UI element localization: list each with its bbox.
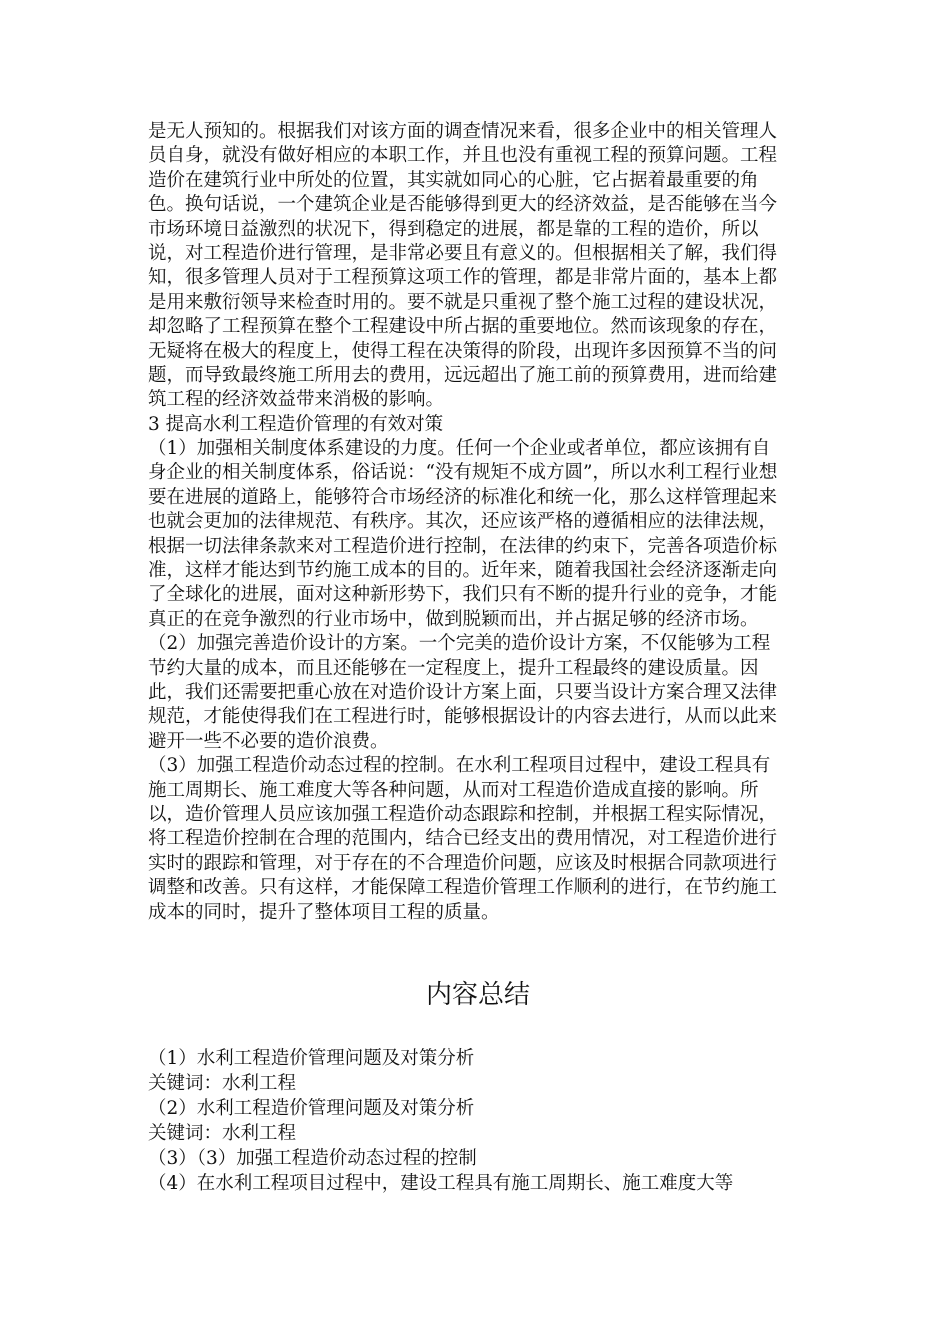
summary-line: （1）水利工程造价管理问题及对策分析 [148,1048,475,1069]
document-body [148,120,808,925]
body-text-line: 3 提高水利工程造价管理的有效对策 [148,413,444,435]
body-text-line: 此，我们还需要把重心放在对造价设计方案上面，只要当设计方案合理又法律 [148,681,778,703]
summary-line: 关键词：水利工程 [148,1123,297,1144]
body-text-line: 准，这样才能达到节约施工成本的目的。近年来，随着我国社会经济逐渐走向 [148,560,778,582]
summary-title: 内容总结 [425,980,530,1010]
body-text-line: 根据一切法律条款来对工程造价进行控制，在法律的约束下，完善各项造价标 [148,535,778,557]
summary-line: （3）（3）加强工程造价动态过程的控制 [148,1148,477,1169]
body-text-line: 市场环境日益激烈的状况下，得到稳定的进展，都是靠的工程的造价，所以 [148,218,759,240]
body-text-line: 施工周期长、施工难度大等各种问题，从而对工程造价造成直接的影响。所 [148,779,759,801]
body-text-line: 身企业的相关制度体系，俗话说：“没有规矩不成方圆”，所以水利工程行业想 [148,462,778,484]
body-text-line: 说，对工程造价进行管理，是非常必要且有意义的。但根据相关了解，我们得 [148,242,778,264]
body-text-line: （3）加强工程造价动态过程的控制。在水利工程项目过程中，建设工程具有 [148,755,771,777]
body-text-line: 实时的跟踪和管理，对于存在的不合理造价问题，应该及时根据合同款项进行 [148,852,778,874]
body-text-line: 以，造价管理人员应该加强工程造价动态跟踪和控制，并根据工程实际情况， [148,803,778,825]
body-text-line: 无疑将在极大的程度上，使得工程在决策得的阶段，出现许多因预算不当的问 [148,340,778,362]
body-text-line: 节约大量的成本，而且还能够在一定程度上，提升工程最终的建设质量。因 [148,657,759,679]
body-text-line: 题，而导致最终施工所用去的费用，远远超出了施工前的预算费用，进而给建 [148,364,778,386]
body-text-line: 真正的在竞争激烈的行业市场中，做到脱颖而出，并占据足够的经济市场。 [148,608,759,630]
body-text-line: 调整和改善。只有这样，才能保障工程造价管理工作顺利的进行，在节约施工 [148,877,778,899]
body-text-line: 造价在建筑行业中所处的位置，其实就如同心的心脏，它占据着最重要的角 [148,169,759,191]
body-text-line: 筑工程的经济效益带来消极的影响。 [148,389,445,411]
body-text-line: 却忽略了工程预算在整个工程建设中所占据的重要地位。然而该现象的存在， [148,316,778,338]
summary-section [148,1046,808,1196]
body-text-line: 是无人预知的。根据我们对该方面的调查情况来看，很多企业中的相关管理人 [148,121,778,142]
body-text-line: 了全球化的进展，面对这种新形势下，我们只有不断的提升行业的竞争，才能 [148,584,778,606]
summary-line: （4）在水利工程项目过程中，建设工程具有施工周期长、施工难度大等 [148,1173,734,1194]
summary-line: 关键词：水利工程 [148,1073,297,1094]
body-text-line: 要在进展的道路上，能够符合市场经济的标准化和统一化，那么这样管理起来 [148,486,778,508]
body-text-line: （2）加强完善造价设计的方案。一个完美的造价设计方案，不仅能够为工程 [148,633,771,655]
body-text-line: 规范，才能使得我们在工程进行时，能够根据设计的内容去进行，从而以此来 [148,706,778,728]
body-text-line: 员自身，就没有做好相应的本职工作，并且也没有重视工程的预算问题。工程 [148,145,778,167]
summary-line: （2）水利工程造价管理问题及对策分析 [148,1098,475,1119]
body-text-line: 将工程造价控制在合理的范围内，结合已经支出的费用情况，对工程造价进行 [148,828,778,850]
body-text-line: 知，很多管理人员对于工程预算这项工作的管理，都是非常片面的，基本上都 [148,267,778,289]
body-text-line: 也就会更加的法律规范、有秩序。其次，还应该严格的遵循相应的法律法规， [148,511,778,533]
body-text-line: 是用来敷衍领导来检查时用的。要不就是只重视了整个施工过程的建设状况， [148,291,778,313]
body-text-line: 色。换句话说，一个建筑企业是否能够得到更大的经济效益，是否能够在当今 [148,194,778,216]
body-text-line: （1）加强相关制度体系建设的力度。任何一个企业或者单位，都应该拥有自 [148,438,771,460]
body-text-line: 成本的同时，提升了整体项目工程的质量。 [148,901,500,923]
body-text-line: 避开一些不必要的造价浪费。 [148,730,389,752]
